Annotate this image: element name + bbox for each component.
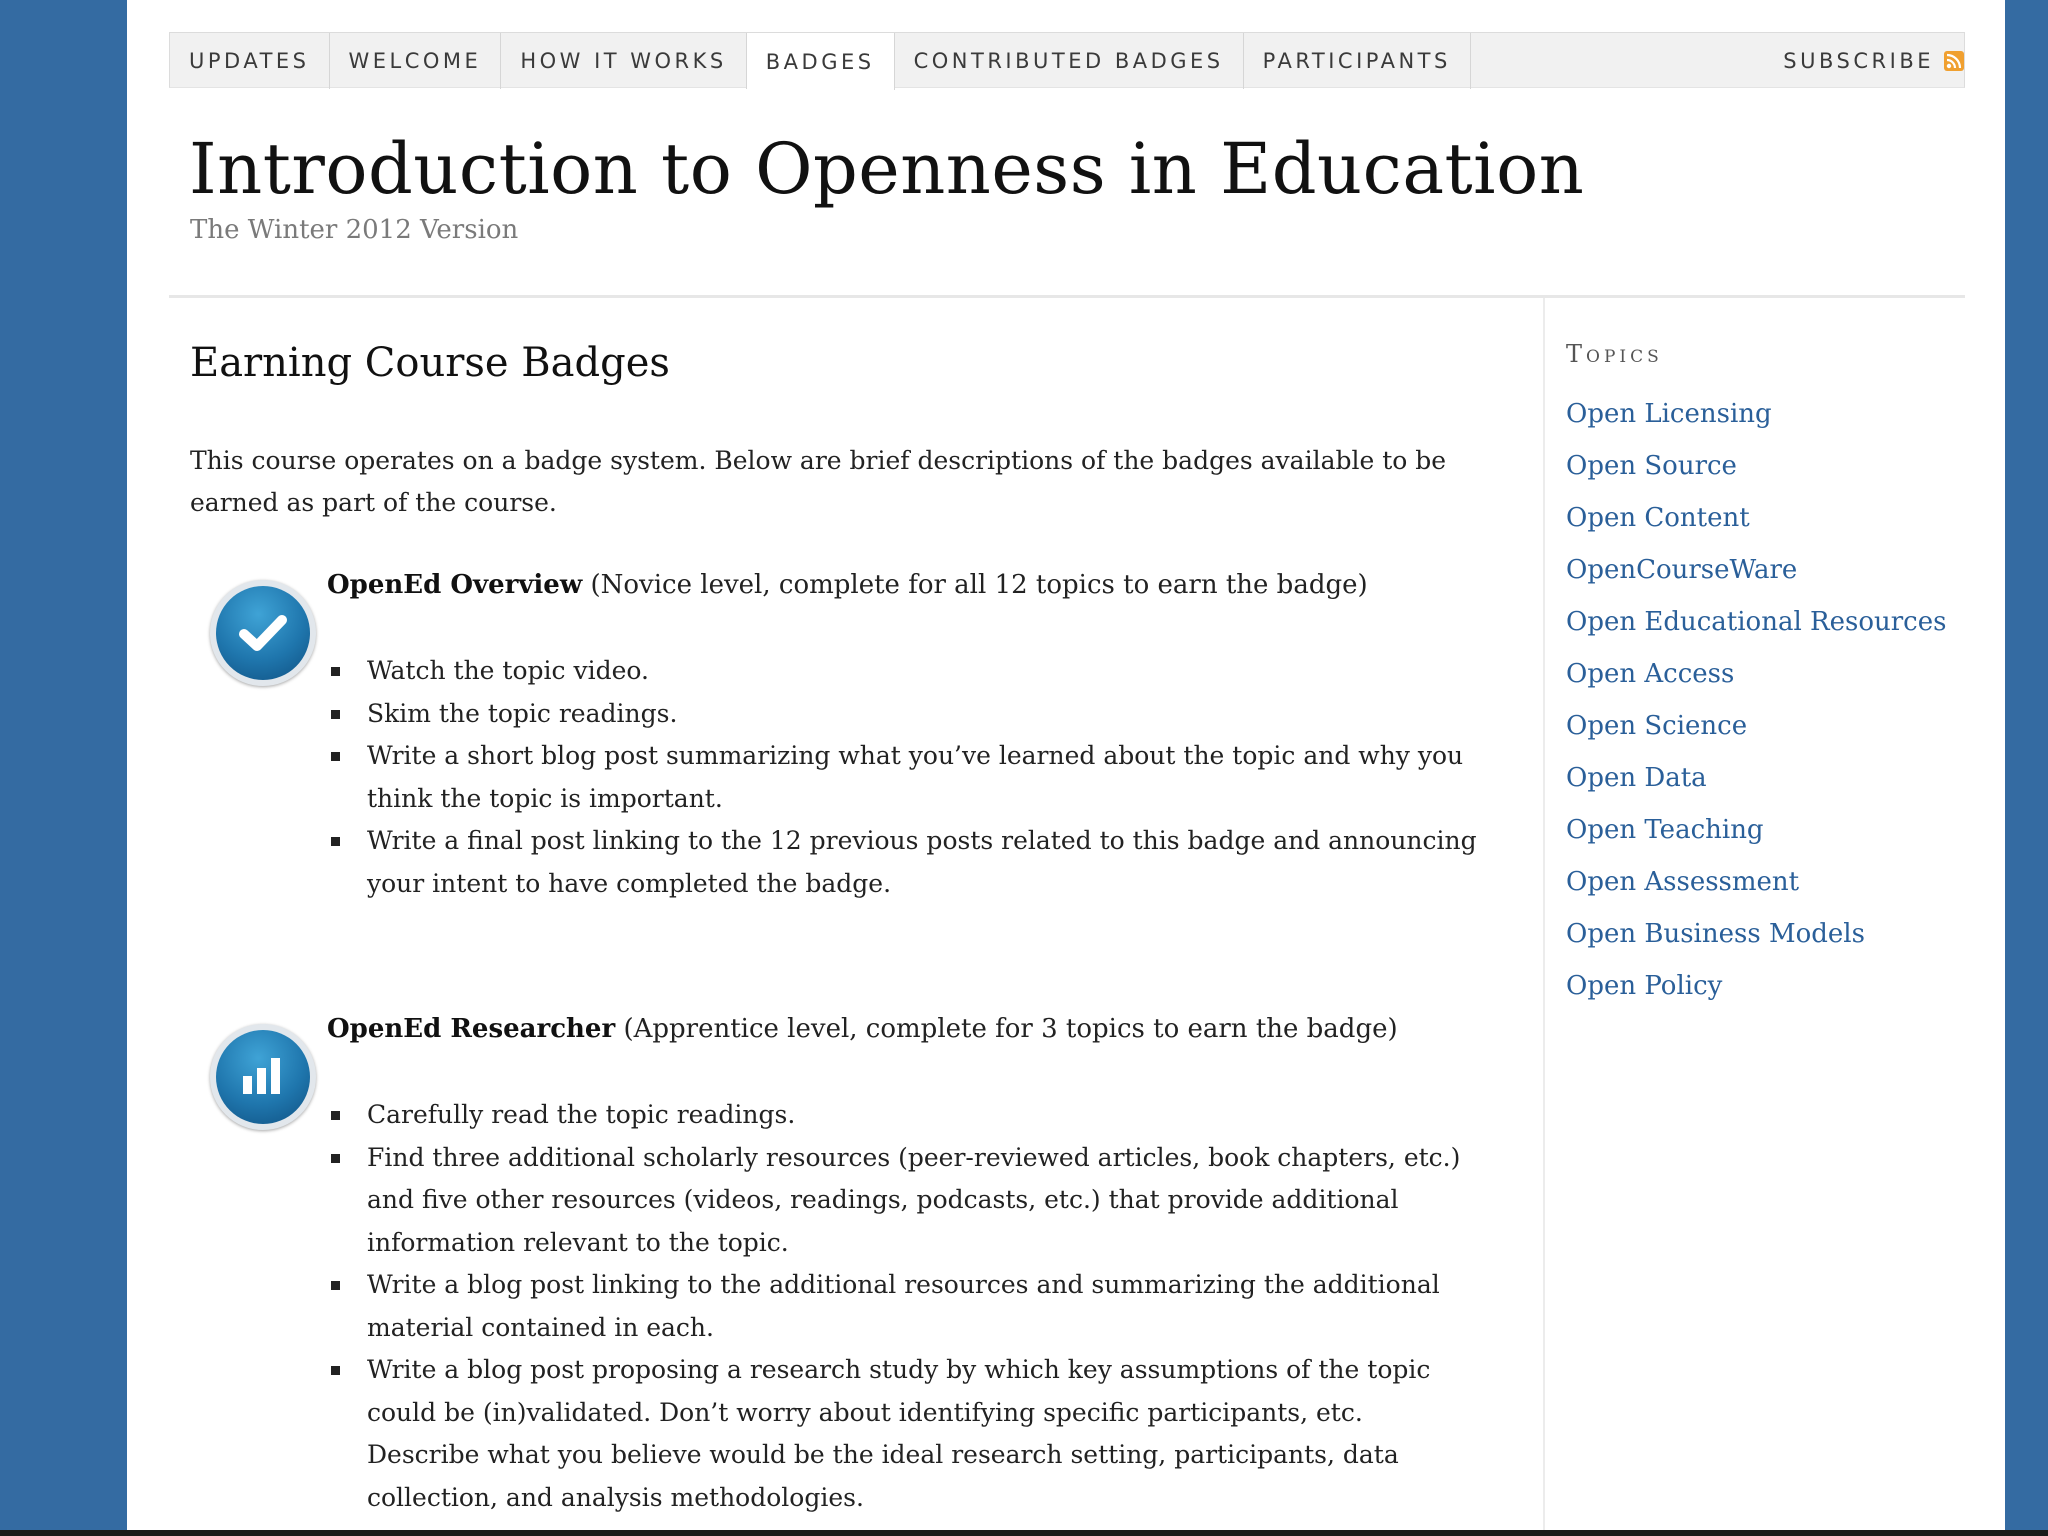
badge-requirements <box>327 650 1477 905</box>
list-item: Write a blog post linking to the additional resources and summarizing the additional material contained in each. <box>327 1264 1477 1349</box>
top-navigation <box>169 32 1965 88</box>
main-content <box>190 340 1490 1512</box>
sidebar-item-open-business-models[interactable]: Open Business Models <box>1566 919 1865 949</box>
badge-title <box>327 570 1368 600</box>
list-item: Find three additional scholarly resources (peer-reviewed articles, book chapters, etc.) and five other resources (videos, readings, podcasts, etc.) that provide additional information relevant to the topic. <box>327 1137 1477 1265</box>
page-heading: Earning Course Badges <box>190 340 670 386</box>
header-divider <box>169 295 1965 298</box>
tab-how-it-works[interactable]: HOW IT WORKS <box>501 33 746 89</box>
tab-badges[interactable]: BADGES <box>747 33 895 90</box>
sidebar-item-open-content[interactable]: Open Content <box>1566 503 1750 533</box>
badge-level: (Novice level, complete for all 12 topics to earn the badge) <box>590 570 1368 600</box>
list-item: Skim the topic readings. <box>327 693 1477 736</box>
subscribe-label: SUBSCRIBE <box>1783 49 1934 73</box>
bottom-edge <box>0 1530 2048 1536</box>
sidebar-heading: Topics <box>1566 340 1663 368</box>
sidebar-item-open-data[interactable]: Open Data <box>1566 763 1707 793</box>
subscribe-link[interactable] <box>1783 33 1964 89</box>
list-item: Watch the topic video. <box>327 650 1477 693</box>
tab-welcome[interactable]: WELCOME <box>330 33 502 89</box>
list-item: Write a short blog post summarizing what you’ve learned about the topic and why you think the topic is important. <box>327 735 1477 820</box>
tab-participants[interactable]: PARTICIPANTS <box>1244 33 1471 89</box>
sidebar-item-open-access[interactable]: Open Access <box>1566 659 1735 689</box>
site-title: Introduction to Openness in Education <box>189 128 1585 210</box>
site-tagline: The Winter 2012 Version <box>190 215 519 245</box>
list-item: Write a final post linking to the 12 previous posts related to this badge and announcing your intent to have completed the badge. <box>327 820 1477 905</box>
sidebar-item-open-source[interactable]: Open Source <box>1566 451 1737 481</box>
tab-updates[interactable]: UPDATES <box>170 33 330 89</box>
list-item: Write a blog post proposing a research study by which key assumptions of the topic could be (in)validated. Don’t worry about identifying specific participants, etc. Describe what you believe would be the ideal research setting, participants, data collection, and analysis methodologies. <box>327 1349 1477 1519</box>
rss-icon <box>1944 51 1964 71</box>
sidebar-item-opencourseware[interactable]: OpenCourseWare <box>1566 555 1798 585</box>
topic-list <box>1566 388 1946 1012</box>
badge-requirements <box>327 1094 1477 1519</box>
page-container <box>127 0 2005 1530</box>
sidebar-item-open-science[interactable]: Open Science <box>1566 711 1748 741</box>
sidebar-item-open-educational-resources[interactable]: Open Educational Resources <box>1566 607 1947 637</box>
sidebar <box>1566 340 1986 1001</box>
badge-name: OpenEd Researcher <box>327 1014 616 1044</box>
sidebar-item-open-policy[interactable]: Open Policy <box>1566 971 1723 1001</box>
nav-tabs <box>170 33 1471 89</box>
sidebar-item-open-licensing[interactable]: Open Licensing <box>1566 399 1772 429</box>
intro-paragraph: This course operates on a badge system. Below are brief descriptions of the badges available to be earned as part of the course. <box>190 446 1447 517</box>
tab-contributed-badges[interactable]: CONTRIBUTED BADGES <box>895 33 1244 89</box>
list-item: Carefully read the topic readings. <box>327 1094 1477 1137</box>
bar-chart-badge-icon <box>210 1024 316 1130</box>
badge-title <box>327 1014 1398 1044</box>
checkmark-badge-icon <box>210 580 316 686</box>
badge-level: (Apprentice level, complete for 3 topics to earn the badge) <box>623 1014 1398 1044</box>
sidebar-item-open-assessment[interactable]: Open Assessment <box>1566 867 1800 897</box>
badge-name: OpenEd Overview <box>327 570 583 600</box>
sidebar-divider <box>1543 298 1545 1530</box>
sidebar-item-open-teaching[interactable]: Open Teaching <box>1566 815 1764 845</box>
